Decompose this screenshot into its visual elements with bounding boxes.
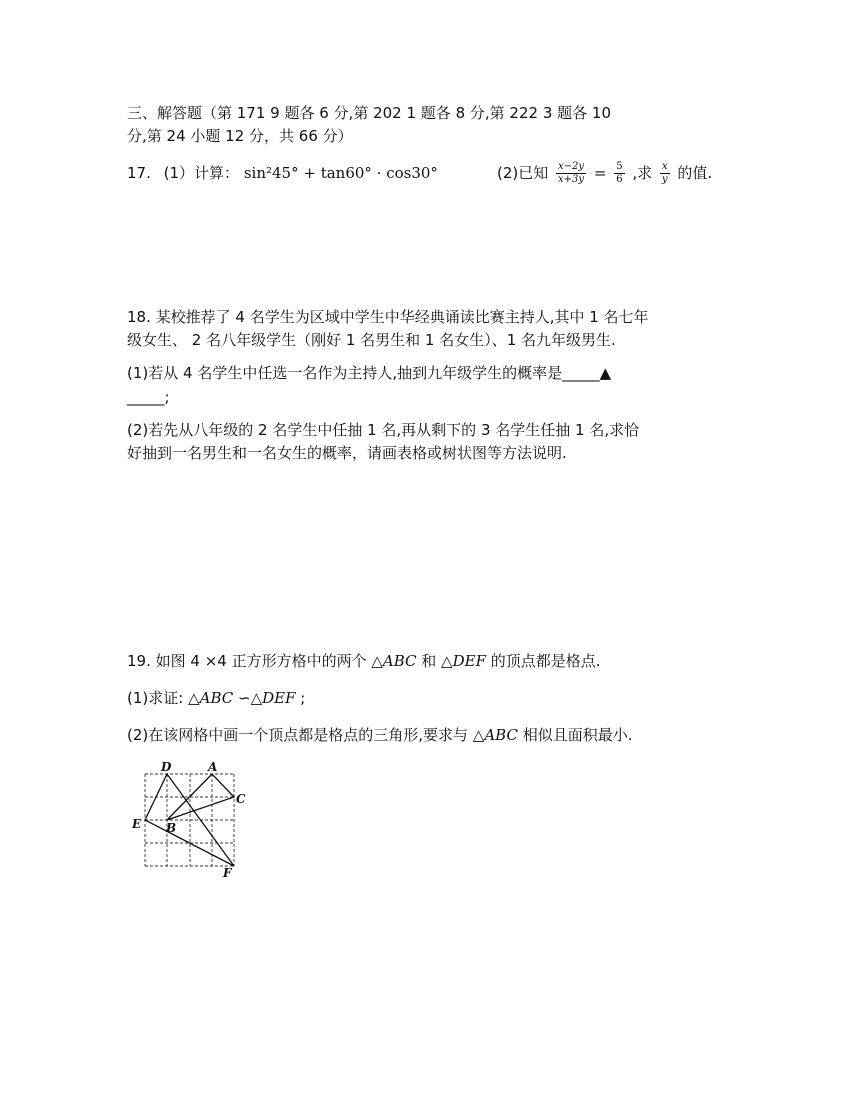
- q19-abc: ABC: [382, 652, 417, 670]
- q17-fraction-3-numerator: x: [660, 161, 670, 174]
- question-17-part2: [497, 158, 712, 188]
- label-d: D: [161, 760, 172, 774]
- q18-part1-line1: (1)若从 4 名学生中任选一名作为主持人,抽到九年级学生的概率是_____▲: [127, 364, 612, 382]
- q18-line1: 18. 某校推荐了 4 名学生为区域中学生中华经典诵读比赛主持人,其中 1 名七年: [127, 308, 649, 326]
- q17-part2-label: (2)已知: [497, 164, 549, 182]
- q17-equals: =: [593, 164, 607, 182]
- label-f: F: [223, 866, 232, 878]
- label-a: A: [208, 760, 218, 774]
- q19-part1-def: DEF: [262, 689, 296, 707]
- q18-line2: 级女生、 2 名八年级学生（刚好 1 名男生和 1 名女生）、1 名九年级男生.: [127, 331, 616, 349]
- q17-fraction-2-denominator: 6: [616, 174, 623, 185]
- q19-part2: [127, 725, 633, 745]
- q19-part1: [127, 688, 305, 708]
- q19-part1-end: ;: [295, 689, 306, 707]
- q19-line1-text-b: 和 △: [416, 652, 453, 670]
- q17-fraction-1: [556, 161, 586, 186]
- q17-fraction-2: [614, 161, 624, 186]
- q17-part1-expression: sin²45° + tan60° · cos30°: [243, 164, 438, 182]
- q19-line1: [127, 651, 601, 671]
- q17-fraction-3-denominator: y: [661, 174, 668, 185]
- q19-part2-abc: ABC: [484, 726, 518, 744]
- q19-part1-similar: ∽△: [233, 689, 263, 707]
- q17-end-text: 的值.: [677, 164, 713, 182]
- q17-mid-text: ,求: [632, 164, 653, 182]
- q19-part1-abc: ABC: [199, 689, 234, 707]
- section-header-line1: 三、解答题（第 171 9 题各 6 分,第 202 1 题各 8 分,第 222 3 题各 10: [127, 104, 611, 122]
- label-b: B: [166, 821, 177, 835]
- q18-part1-line2: _____;: [127, 388, 170, 406]
- grid-lines: [145, 774, 234, 866]
- q18-part2-line1: (2)若先从八年级的 2 名学生中任抽 1 名,再从剩下的 3 名学生任抽 1 名,求恰: [127, 421, 640, 439]
- q19-part2-text: (2)在该网格中画一个顶点都是格点的三角形,要求与 △: [127, 726, 485, 744]
- section-header-line2: 分,第 24 小题 12 分，共 66 分）: [127, 127, 353, 145]
- q19-def: DEF: [452, 652, 486, 670]
- question-17: [127, 163, 438, 183]
- q19-part2-end: 相似且面积最小.: [517, 726, 633, 744]
- q17-fraction-1-numerator: x−2y: [558, 161, 585, 172]
- label-e: E: [132, 817, 142, 831]
- grid-figure: [125, 760, 255, 878]
- q17-fraction-2-numerator: 5: [616, 161, 623, 172]
- q17-part1-label: (1）计算：: [163, 164, 240, 182]
- q19-line1-text-a: 19. 如图 4 ×4 正方形方格中的两个 △: [127, 652, 383, 670]
- q17-fraction-3: [660, 161, 670, 186]
- q17-number: 17.: [127, 164, 151, 182]
- label-c: C: [236, 792, 246, 806]
- q19-line1-text-c: 的顶点都是格点.: [485, 652, 601, 670]
- q18-part2-line2: 好抽到一名男生和一名女生的概率，请画表格或树状图等方法说明.: [127, 444, 567, 462]
- q19-part1-text: (1)求证: △: [127, 689, 200, 707]
- q17-fraction-1-denominator: x+3y: [558, 174, 585, 185]
